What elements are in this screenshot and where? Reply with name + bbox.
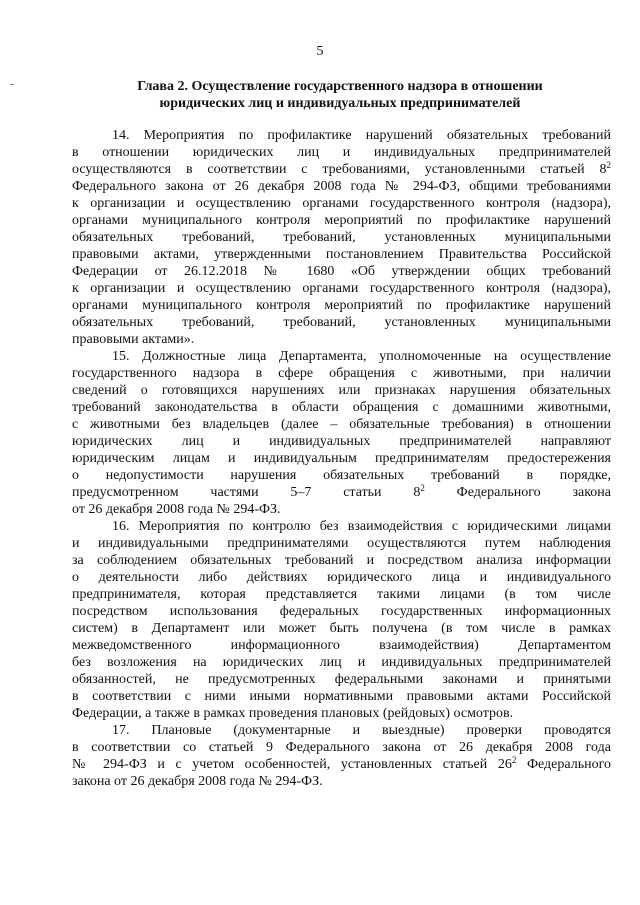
paragraph-line: юридических лиц и индивидуальных предпринимателей направляют	[72, 434, 611, 449]
paragraph-line: № 294-ФЗ и с учетом особенностей, установленных статьей $26^2$ Федерального	[72, 755, 611, 772]
paragraph-line: без возложения на юридических лиц и индивидуальных предпринимателей	[72, 655, 611, 670]
paragraph-line: правовыми актами».	[72, 332, 195, 347]
paragraph-line: межведомственного информационного взаимодействия) Департаментом	[72, 638, 611, 653]
paragraph-line: правовыми актами, утвержденными постановлением Правительства Российской	[72, 247, 611, 262]
paragraph-line: закона от 26 декабря 2008 года № 294-ФЗ.	[72, 774, 323, 789]
superscript: 2	[606, 160, 611, 170]
paragraph-line: государственного надзора в сфере обращения с животными, при наличии	[72, 366, 611, 381]
paragraph-line: органами муниципального контроля мероприятий по профилактике нарушений	[72, 298, 611, 313]
paragraph-15	[72, 348, 611, 518]
paragraph-line: предусмотренном частями 5–7 статьи $8^2$ Федерального закона	[72, 483, 611, 500]
paragraph-line: с животными без владельцев (далее – обязательные требования) в отношении	[72, 417, 611, 432]
paragraph-line: Федерации, а также в рамках проведения плановых (рейдовых) осмотров.	[72, 706, 514, 721]
paragraph-line: в соответствии с ними иными нормативными правовыми актами Российской	[72, 689, 611, 704]
superscript: 2	[420, 483, 425, 493]
paragraph-line: сведений о готовящихся нарушениях или признаках нарушения обязательных	[72, 383, 611, 398]
paragraph-line: 14. Мероприятия по профилактике нарушений обязательных требований	[112, 128, 611, 143]
paragraph-line: 17. Плановые (документарные и выездные) проверки проводятся	[112, 723, 611, 738]
paragraph-line: осуществляются в соответствии с требованиями, установленными статьей $8^2$	[72, 160, 611, 177]
paragraph-line: к организации и осуществлению органами государственного контроля (надзора),	[72, 196, 611, 211]
paragraph-line: обязанностей, не предусмотренных федеральными законами и принятыми	[72, 672, 611, 687]
chapter-title-line: юридических лиц и индивидуальных предпринимателей	[159, 96, 521, 111]
document-body	[72, 127, 611, 790]
paragraph-line: Федерации от 26.12.2018 № 1680 «Об утверждении общих требований	[72, 264, 611, 279]
paragraph-line: систем) в Департамент или может быть получена (в том числе в рамках	[72, 621, 611, 636]
paragraph-line: Федерального закона от 26 декабря 2008 года № 294-ФЗ, общими требованиями	[72, 179, 611, 194]
chapter-title-line: Глава 2. Осуществление государственного надзора в отношении	[137, 79, 543, 94]
paragraph-line: о деятельности либо действиях юридического лица и индивидуального	[72, 570, 611, 585]
paragraph-line: органами муниципального контроля мероприятий по профилактике нарушений	[72, 213, 611, 228]
paragraph-line: к организации и осуществлению органами государственного контроля (надзора),	[72, 281, 611, 296]
paragraph-17	[72, 722, 611, 790]
paragraph-line: и индивидуальными предпринимателями осуществляются путем наблюдения	[72, 536, 611, 551]
paragraph-line: посредством использования федеральных государственных информационных	[72, 604, 611, 619]
chapter-title	[70, 78, 610, 112]
paragraph-line: за соблюдением обязательных требований и посредством анализа информации	[72, 553, 611, 568]
paragraph-16	[72, 518, 611, 722]
paragraph-line: 15. Должностные лица Департамента, уполномоченные на осуществление	[112, 349, 611, 364]
paragraph-line: от 26 декабря 2008 года № 294-ФЗ.	[72, 502, 281, 517]
page-number: 5	[316, 44, 324, 59]
paragraph-line: о недопустимости нарушения обязательных требований в порядке,	[72, 468, 611, 483]
paragraph-line: 16. Мероприятия по контролю без взаимодействия с юридическими лицами	[112, 519, 611, 534]
paragraph-line: юридическим лицам и индивидуальным предпринимателям предостережения	[72, 451, 611, 466]
paragraph-line: обязательных требований, требований, установленных муниципальными	[72, 315, 611, 330]
superscript: 2	[511, 755, 517, 765]
paragraph-14	[72, 127, 611, 348]
paragraph-line: предпринимателя, которая представляется такими лицами (в том числе	[72, 587, 611, 602]
paragraph-line: требований законодательства в области обращения с домашними животными,	[72, 400, 611, 415]
paragraph-line: в отношении юридических лиц и индивидуальных предпринимателей	[72, 145, 611, 160]
paragraph-line: в соответствии со статьей 9 Федерального закона от 26 декабря 2008 года	[72, 740, 611, 755]
paragraph-line: обязательных требований, требований, установленных муниципальными	[72, 230, 611, 245]
margin-mark	[10, 84, 14, 85]
